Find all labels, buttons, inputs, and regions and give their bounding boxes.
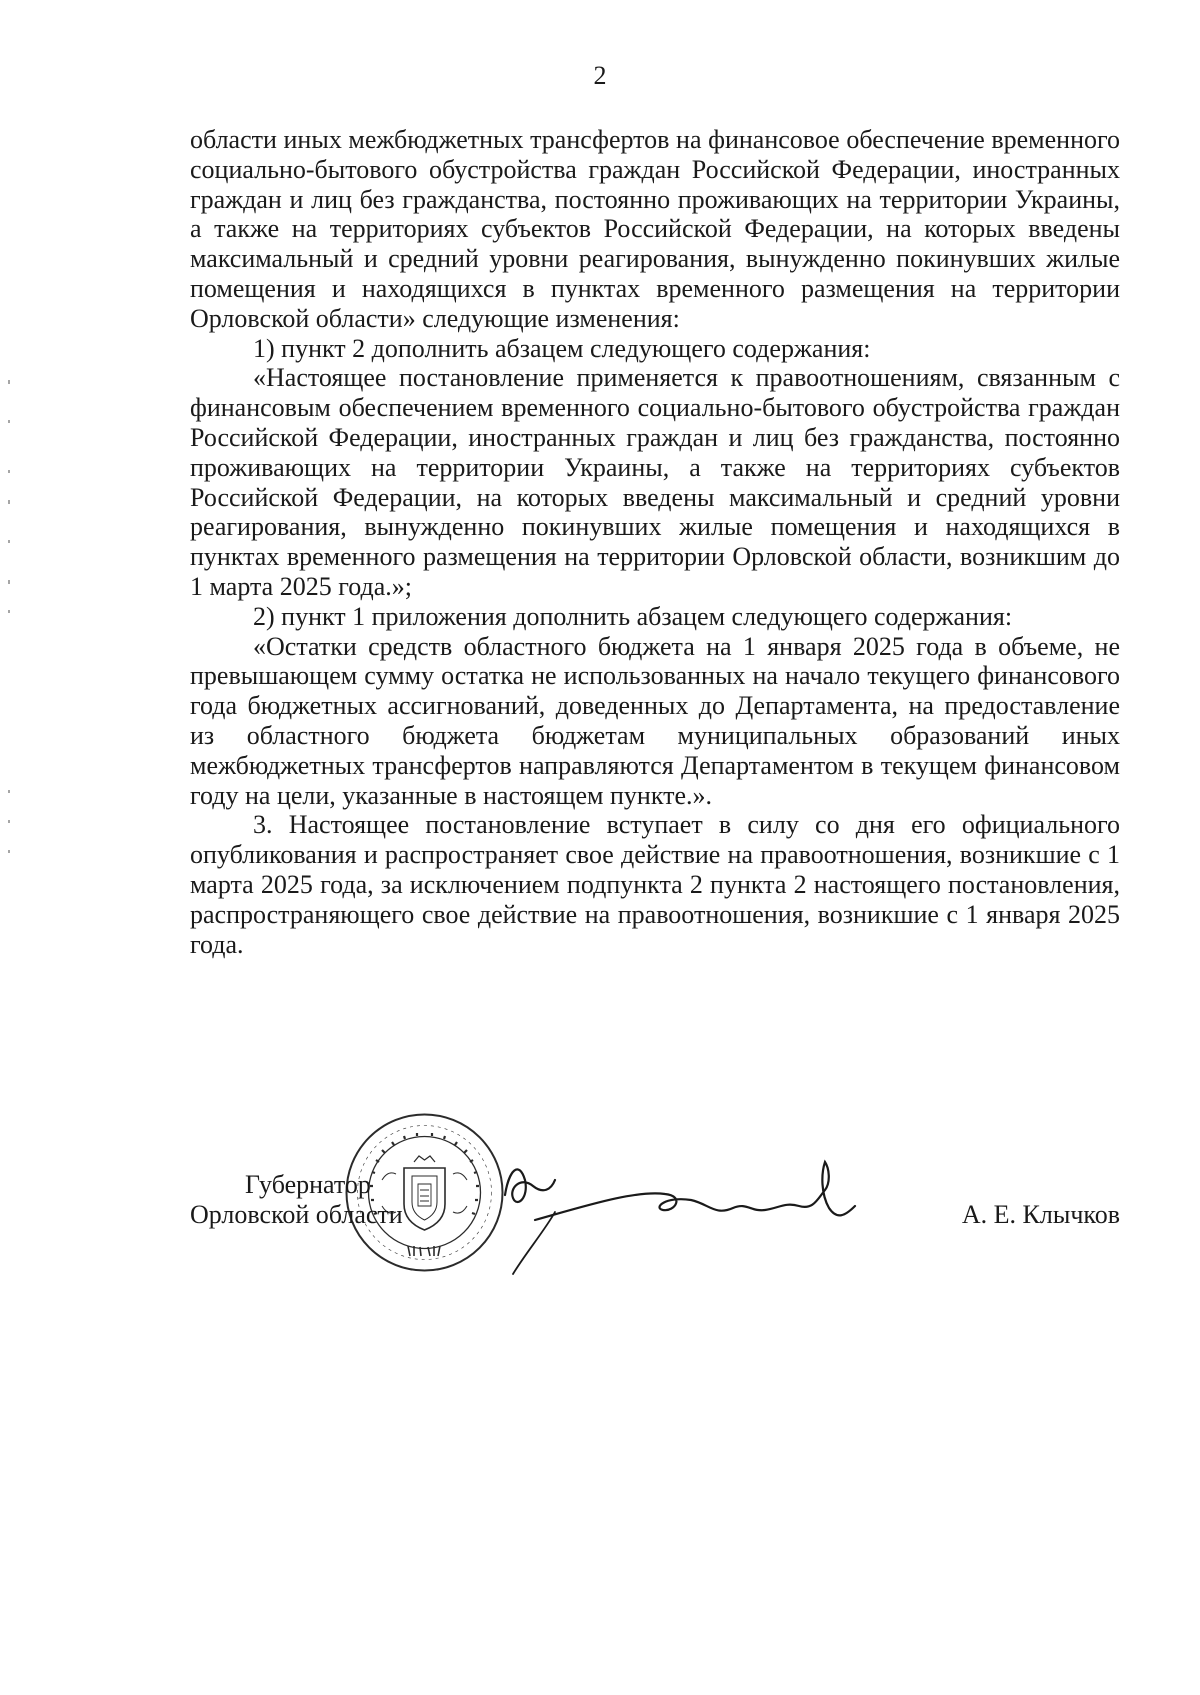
margin-dots bbox=[7, 380, 11, 880]
signatory-name: А. Е. Клычков bbox=[961, 1200, 1120, 1229]
paragraph-continuation: области иных межбюджетных трансфертов на финансовое обеспечение временного социально-бытового обустройства граждан Российской Федерации, иностранных граждан и лиц без гражданства, постоянно проживающих на территории Украины, а также на территориях субъектов Российской Федерации, на которых введены максимальный и средний уровни реагирования, вынужденно покинувших жилые помещения и находящихся в пунктах временного размещения на территории Орловской области» следующие изменения: bbox=[190, 125, 1120, 333]
paragraph-item-3: 3. Настоящее постановление вступает в силу со дня его официального опубликования и распространяет свое действие на правоотношения, возникшие с 1 марта 2025 года, за исключением подпункта 2 пункта 2 настоящего постановления, распространяющего свое действие на правоотношения, возникшие с 1 января 2025 года. bbox=[190, 810, 1120, 959]
handwritten-signature bbox=[495, 1150, 915, 1280]
paragraph-subitem-2: 2) пункт 1 приложения дополнить абзацем следующего содержания: bbox=[253, 601, 1013, 631]
paragraph-quote-2: «Остатки средств областного бюджета на 1 января 2025 года в объеме, не превышающем сумму остатка не использованных на начало текущего финансового года бюджетных ассигнований, доведенных до Департамента, на предоставление из областного бюджета бюджетам муниципальных образований иных межбюджетных трансфертов направляются Департаментом в текущем финансовом году на цели, указанные в настоящем пункте.». bbox=[190, 631, 1120, 810]
signatory-title-line2: Орловской области bbox=[190, 1200, 403, 1229]
signature-block bbox=[190, 1170, 1120, 1330]
paragraph-subitem-1: 1) пункт 2 дополнить абзацем следующего содержания: bbox=[253, 333, 871, 363]
paragraph-quote-1: «Настоящее постановление применяется к правоотношениям, связанным с финансовым обеспечением временного социально-бытового обустройства граждан Российской Федерации, иностранных граждан и лиц без гражданства, постоянно проживающих на территории Украины, а также на территориях субъектов Российской Федерации, на которых введены максимальный и средний уровни реагирования, вынужденно покинувших жилые помещения и находящихся в пунктах временного размещения на территории Орловской области, возникшим до 1 марта 2025 года.»; bbox=[190, 363, 1120, 601]
page-number: 2 bbox=[593, 61, 607, 90]
signatory-title-line1: Губернатор bbox=[245, 1170, 371, 1199]
document-body bbox=[190, 125, 1120, 959]
